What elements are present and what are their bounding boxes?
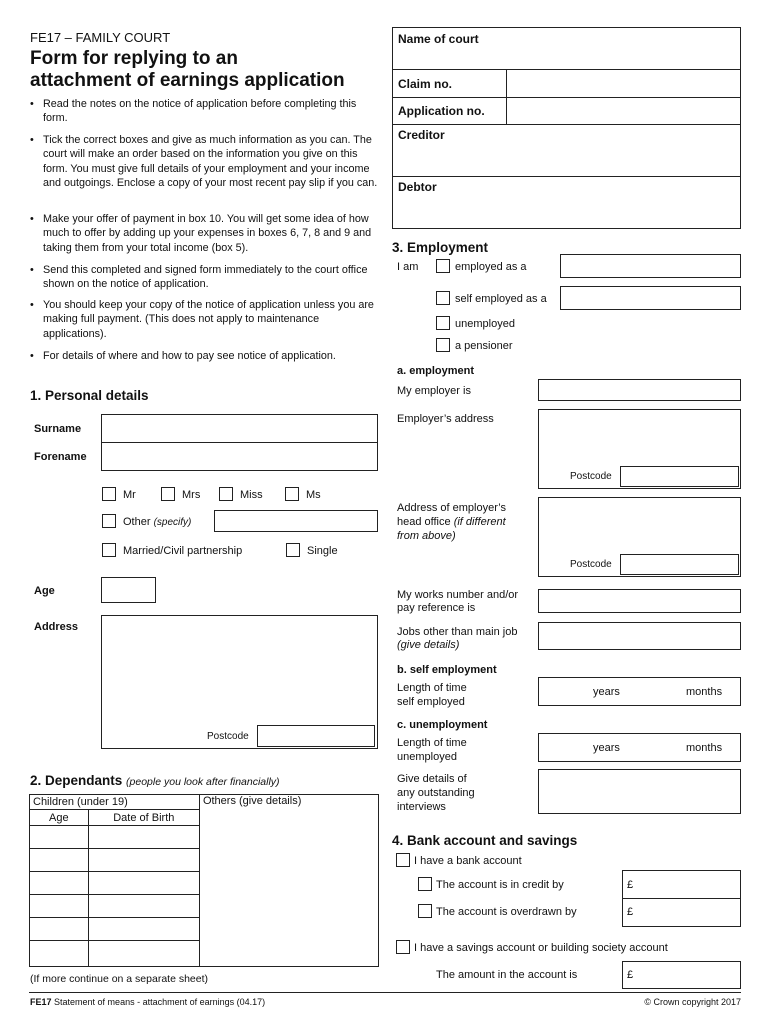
- footer-copyright: © Crown copyright 2017: [644, 997, 741, 1007]
- interviews-label-2: any outstanding: [397, 787, 475, 799]
- savings-label: I have a savings account or building society account: [414, 942, 668, 954]
- child-dob-cell[interactable]: [88, 872, 199, 895]
- employed-label: employed as a: [455, 261, 527, 273]
- ms-label: Ms: [306, 489, 321, 501]
- dependants-footnote: (If more continue on a separate sheet): [30, 973, 209, 985]
- mrs-label: Mrs: [182, 489, 201, 501]
- dependants-note: (people you look after financially): [126, 776, 280, 788]
- head-office-label-2: [397, 515, 506, 529]
- employed-as-input[interactable]: [560, 254, 741, 278]
- child-dob-cell[interactable]: [88, 895, 199, 918]
- other-text: Other: [123, 516, 151, 528]
- self-employment-subheading: b. self employment: [397, 664, 497, 676]
- surname-input[interactable]: [101, 414, 378, 443]
- instruction-item: • Send this completed and signed form immediately to the court office shown on the notice of application.: [30, 264, 368, 291]
- creditor-label: Creditor: [398, 128, 445, 142]
- head-office-postcode-label: Postcode: [570, 559, 612, 570]
- debtor-field[interactable]: [392, 176, 741, 229]
- self-employed-label: self employed as a: [455, 293, 547, 305]
- interviews-label-1: Give details of: [397, 773, 467, 785]
- overdrawn-checkbox[interactable]: [418, 904, 432, 918]
- surname-label: Surname: [34, 423, 82, 435]
- others-header: Others (give details): [202, 795, 302, 807]
- footer-form-info: [30, 995, 265, 1009]
- forename-input[interactable]: [101, 442, 378, 471]
- instruction-item: • Tick the correct boxes and give as much information as you can. The court will make an order based on the information you give on this form. You must give full details of your employment and your income and outgoings. Enclose a copy of your most recent pay slip if you can.: [30, 134, 378, 190]
- married-label: Married/Civil partnership: [123, 545, 243, 557]
- head-office-text: head office: [397, 516, 451, 528]
- married-checkbox[interactable]: [102, 543, 116, 557]
- works-number-label-1: My works number and/or: [397, 589, 519, 601]
- in-credit-checkbox[interactable]: [418, 877, 432, 891]
- interviews-label-3: interviews: [397, 801, 446, 813]
- works-number-input[interactable]: [538, 589, 741, 613]
- address-postcode-label: Postcode: [207, 731, 249, 742]
- form-title-line2: attachment of earnings application: [30, 70, 345, 91]
- children-header: Children (under 19): [30, 795, 200, 810]
- application-no-label: Application no.: [398, 104, 485, 118]
- unemp-months-label: months: [686, 742, 723, 754]
- instruction-item: • Make your offer of payment in box 10. You will get some idea of how much to offer by adding up your expenses in boxes 6, 7, 8 and 9 and taking them from your total income (box 5).: [30, 213, 372, 254]
- other-title-checkbox[interactable]: [102, 514, 116, 528]
- self-employed-checkbox[interactable]: [436, 291, 450, 305]
- single-checkbox[interactable]: [286, 543, 300, 557]
- child-dob-cell[interactable]: [88, 941, 199, 967]
- age-label: Age: [34, 585, 55, 597]
- child-age-cell[interactable]: [30, 941, 89, 967]
- footer-code: FE17: [30, 997, 52, 1007]
- employer-postcode-input[interactable]: [620, 466, 739, 487]
- child-age-cell[interactable]: [30, 826, 89, 849]
- address-label: Address: [34, 621, 79, 633]
- employer-address-label: Employer’s address: [397, 413, 494, 425]
- savings-checkbox[interactable]: [396, 940, 410, 954]
- bank-heading: 4. Bank account and savings: [392, 833, 578, 848]
- employer-postcode-label: Postcode: [570, 471, 612, 482]
- head-office-label-1: Address of employer’s: [397, 502, 507, 514]
- child-age-cell[interactable]: [30, 872, 89, 895]
- bank-account-checkbox[interactable]: [396, 853, 410, 867]
- in-credit-currency: £: [627, 879, 634, 891]
- others-details-cell[interactable]: [199, 795, 378, 967]
- pensioner-checkbox[interactable]: [436, 338, 450, 352]
- address-postcode-input[interactable]: [257, 725, 375, 747]
- claim-no-field[interactable]: [506, 69, 741, 98]
- child-age-cell[interactable]: [30, 849, 89, 872]
- instruction-item: • You should keep your copy of the notice of application unless you are making full payment. (This does not apply to maintenance applications).: [30, 299, 374, 340]
- head-office-note: (if different: [453, 516, 506, 528]
- application-no-field[interactable]: [506, 97, 741, 125]
- footer-rule: [29, 992, 741, 993]
- overdrawn-label: The account is overdrawn by: [436, 906, 577, 918]
- ms-checkbox[interactable]: [285, 487, 299, 501]
- child-dob-cell[interactable]: [88, 849, 199, 872]
- head-office-label-3: from above): [397, 530, 456, 542]
- overdrawn-amount-input[interactable]: [622, 898, 741, 927]
- works-number-label-2: pay reference is: [397, 602, 476, 614]
- i-am-label: I am: [397, 261, 419, 273]
- dependants-table: [29, 794, 379, 967]
- other-jobs-label-1: Jobs other than main job: [397, 626, 518, 638]
- savings-amount-label: The amount in the account is: [436, 969, 578, 981]
- length-unemp-label-1: Length of time: [397, 737, 467, 749]
- dependants-title: 2. Dependants: [30, 773, 123, 788]
- other-jobs-label-2: (give details): [397, 639, 460, 651]
- name-of-court-label: Name of court: [398, 32, 479, 46]
- bank-account-label: I have a bank account: [414, 855, 522, 867]
- overdrawn-currency: £: [627, 906, 634, 918]
- child-age-cell[interactable]: [30, 895, 89, 918]
- employment-subheading: a. employment: [397, 365, 475, 377]
- dependants-heading: [30, 773, 280, 788]
- dob-column-header: Date of Birth: [88, 810, 199, 826]
- mr-label: Mr: [123, 489, 136, 501]
- mrs-checkbox[interactable]: [161, 487, 175, 501]
- miss-checkbox[interactable]: [219, 487, 233, 501]
- savings-currency: £: [627, 969, 634, 981]
- self-employed-as-input[interactable]: [560, 286, 741, 310]
- footer-desc: Statement of means - attachment of earnings (04.17): [54, 997, 266, 1007]
- miss-label: Miss: [240, 489, 263, 501]
- mr-checkbox[interactable]: [102, 487, 116, 501]
- specify-note: (specify): [153, 517, 192, 528]
- child-dob-cell[interactable]: [88, 918, 199, 941]
- employed-checkbox[interactable]: [436, 259, 450, 273]
- in-credit-amount-input[interactable]: [622, 870, 741, 899]
- instruction-item: • For details of where and how to pay see notice of application.: [30, 350, 336, 362]
- self-years-label: years: [593, 686, 620, 698]
- employment-heading: 3. Employment: [392, 240, 489, 255]
- length-self-label-1: Length of time: [397, 682, 467, 694]
- claim-no-label: Claim no.: [398, 77, 453, 91]
- form-code: FE17 – FAMILY COURT: [30, 30, 171, 45]
- other-title-input[interactable]: [214, 510, 378, 532]
- pensioner-label: a pensioner: [455, 340, 513, 352]
- unemployment-subheading: c. unemployment: [397, 719, 488, 731]
- form-title-line1: Form for replying to an: [30, 48, 238, 69]
- unemp-years-label: years: [593, 742, 620, 754]
- interviews-input[interactable]: [538, 769, 741, 814]
- age-column-header: Age: [30, 810, 89, 826]
- single-label: Single: [307, 545, 338, 557]
- age-input[interactable]: [101, 577, 156, 603]
- child-dob-cell[interactable]: [88, 826, 199, 849]
- employer-input[interactable]: [538, 379, 741, 401]
- length-self-label-2: self employed: [397, 696, 465, 708]
- child-age-cell[interactable]: [30, 918, 89, 941]
- head-office-postcode-input[interactable]: [620, 554, 739, 575]
- personal-details-heading: 1. Personal details: [30, 388, 149, 403]
- other-title-label: [123, 515, 191, 530]
- savings-amount-input[interactable]: [622, 961, 741, 989]
- forename-label: Forename: [34, 451, 87, 463]
- in-credit-label: The account is in credit by: [436, 879, 564, 891]
- instruction-item: • Read the notes on the notice of application before completing this form.: [30, 98, 357, 125]
- self-months-label: months: [686, 686, 723, 698]
- other-jobs-input[interactable]: [538, 622, 741, 650]
- my-employer-label: My employer is: [397, 385, 471, 397]
- debtor-label: Debtor: [398, 180, 437, 194]
- length-unemp-label-2: unemployed: [397, 751, 457, 763]
- unemployed-checkbox[interactable]: [436, 316, 450, 330]
- unemployed-label: unemployed: [455, 318, 515, 330]
